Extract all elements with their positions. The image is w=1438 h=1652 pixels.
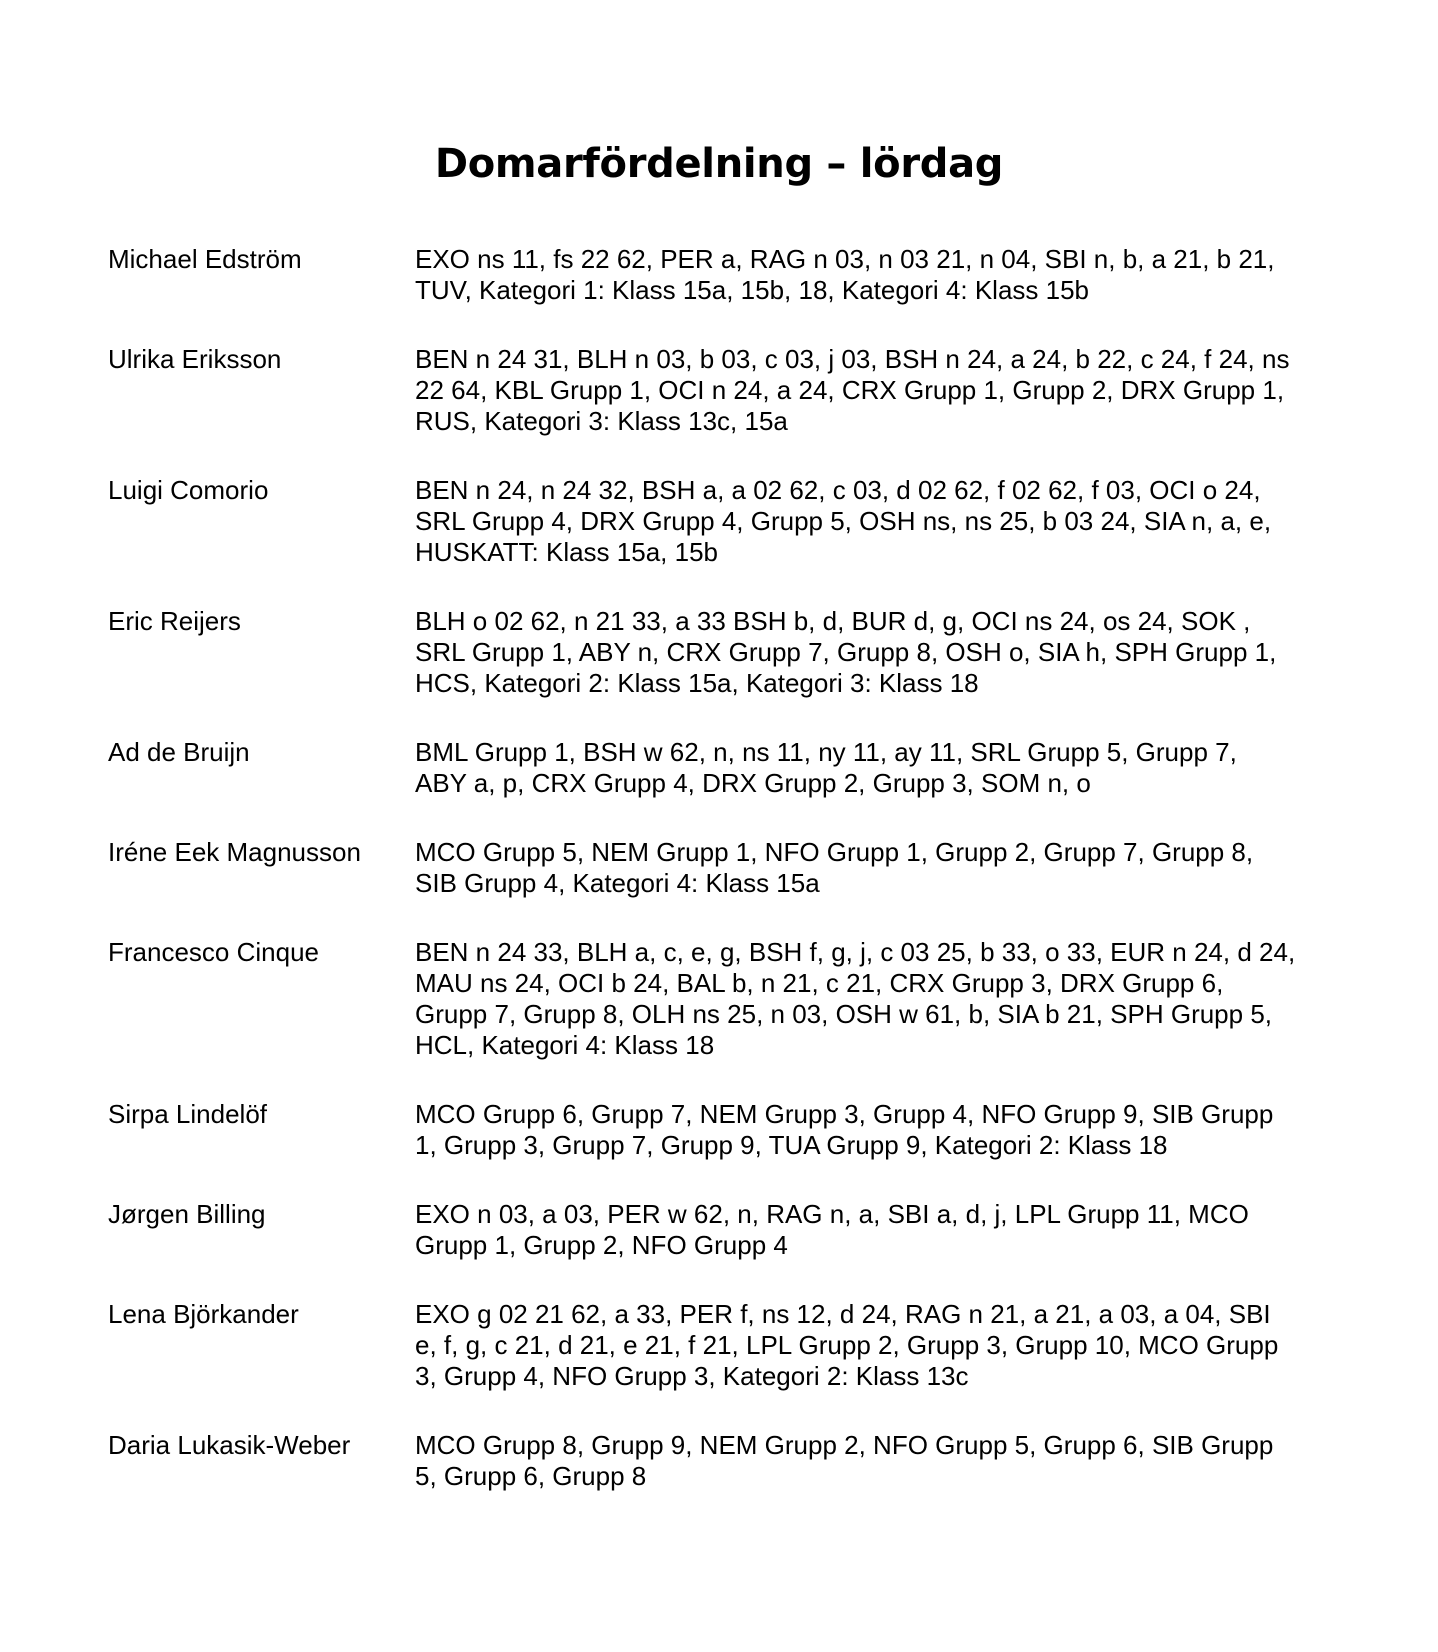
assignment-line: SIB Grupp 4, Kategori 4: Klass 15a (415, 868, 820, 898)
assignment-line: RUS, Kategori 3: Klass 13c, 15a (415, 406, 788, 436)
assignment-line: HCL, Kategori 4: Klass 18 (415, 1030, 715, 1060)
judge-assignments (415, 606, 1338, 699)
judge-name: Daria Lukasik-Weber (108, 1430, 351, 1460)
assignment-line: Grupp 1, Grupp 2, NFO Grupp 4 (415, 1230, 788, 1260)
judge-name: Lena Björkander (108, 1299, 299, 1329)
judge-row (108, 244, 1338, 306)
assignment-line: MAU ns 24, OCI b 24, BAL b, n 21, c 21, CRX Grupp 3, DRX Grupp 6, (415, 968, 1224, 998)
assignment-line: SRL Grupp 1, ABY n, CRX Grupp 7, Grupp 8, OSH o, SIA h, SPH Grupp 1, (415, 637, 1277, 667)
assignment-line: 22 64, KBL Grupp 1, OCI n 24, a 24, CRX Grupp 1, Grupp 2, DRX Grupp 1, (415, 375, 1285, 405)
judge-assignments (415, 1430, 1338, 1492)
judge-row (108, 475, 1338, 568)
judge-row (108, 606, 1338, 699)
judge-assignments (415, 244, 1338, 306)
judge-list (108, 244, 1338, 1530)
judge-assignments (415, 837, 1338, 899)
judge-name: Ad de Bruijn (108, 737, 250, 767)
assignment-line: EXO ns 11, fs 22 62, PER a, RAG n 03, n 03 21, n 04, SBI n, b, a 21, b 21, (415, 244, 1275, 274)
judge-name: Luigi Comorio (108, 475, 269, 505)
judge-row (108, 1099, 1338, 1161)
judge-name: Francesco Cinque (108, 937, 319, 967)
judge-row (108, 737, 1338, 799)
assignment-line: MCO Grupp 6, Grupp 7, NEM Grupp 3, Grupp 4, NFO Grupp 9, SIB Grupp (415, 1099, 1274, 1129)
judge-assignments (415, 737, 1338, 799)
judge-assignments (415, 1299, 1338, 1392)
assignment-line: e, f, g, c 21, d 21, e 21, f 21, LPL Grupp 2, Grupp 3, Grupp 10, MCO Grupp (415, 1330, 1279, 1360)
assignment-line: TUV, Kategori 1: Klass 15a, 15b, 18, Kategori 4: Klass 15b (415, 275, 1090, 305)
judge-assignments (415, 344, 1338, 437)
judge-name: Jørgen Billing (108, 1199, 266, 1229)
judge-row (108, 1299, 1338, 1392)
assignment-line: MCO Grupp 5, NEM Grupp 1, NFO Grupp 1, Grupp 2, Grupp 7, Grupp 8, (415, 837, 1254, 867)
assignment-line: 1, Grupp 3, Grupp 7, Grupp 9, TUA Grupp 9, Kategori 2: Klass 18 (415, 1130, 1168, 1160)
assignment-line: SRL Grupp 4, DRX Grupp 4, Grupp 5, OSH ns, ns 25, b 03 24, SIA n, a, e, (415, 506, 1272, 536)
assignment-line: BML Grupp 1, BSH w 62, n, ns 11, ny 11, ay 11, SRL Grupp 5, Grupp 7, (415, 737, 1237, 767)
judge-assignments (415, 1199, 1338, 1261)
judge-assignments (415, 475, 1338, 568)
judge-name: Eric Reijers (108, 606, 241, 636)
judge-row (108, 937, 1338, 1061)
judge-name: Sirpa Lindelöf (108, 1099, 267, 1129)
assignment-line: HUSKATT: Klass 15a, 15b (415, 537, 718, 567)
assignment-line: Grupp 7, Grupp 8, OLH ns 25, n 03, OSH w 61, b, SIA b 21, SPH Grupp 5, (415, 999, 1273, 1029)
judge-row (108, 837, 1338, 899)
judge-assignments (415, 937, 1338, 1061)
assignment-line: 5, Grupp 6, Grupp 8 (415, 1461, 647, 1491)
judge-row (108, 1430, 1338, 1492)
assignment-line: BEN n 24, n 24 32, BSH a, a 02 62, c 03, d 02 62, f 02 62, f 03, OCI o 24, (415, 475, 1261, 505)
assignment-line: EXO g 02 21 62, a 33, PER f, ns 12, d 24, RAG n 21, a 21, a 03, a 04, SBI (415, 1299, 1271, 1329)
judge-name: Iréne Eek Magnusson (108, 837, 361, 867)
assignment-line: 3, Grupp 4, NFO Grupp 3, Kategori 2: Klass 13c (415, 1361, 969, 1391)
assignment-line: MCO Grupp 8, Grupp 9, NEM Grupp 2, NFO Grupp 5, Grupp 6, SIB Grupp (415, 1430, 1274, 1460)
judge-assignments (415, 1099, 1338, 1161)
assignment-line: HCS, Kategori 2: Klass 15a, Kategori 3: Klass 18 (415, 668, 979, 698)
assignment-line: BLH o 02 62, n 21 33, a 33 BSH b, d, BUR d, g, OCI ns 24, os 24, SOK , (415, 606, 1251, 636)
page-title: Domarfördelning – lördag (434, 141, 1004, 187)
judge-row (108, 344, 1338, 437)
assignment-line: BEN n 24 33, BLH a, c, e, g, BSH f, g, j, c 03 25, b 33, o 33, EUR n 24, d 24, (415, 937, 1296, 967)
judge-row (108, 1199, 1338, 1261)
judge-name: Ulrika Eriksson (108, 344, 282, 374)
assignment-line: ABY a, p, CRX Grupp 4, DRX Grupp 2, Grupp 3, SOM n, o (415, 768, 1091, 798)
assignment-line: EXO n 03, a 03, PER w 62, n, RAG n, a, SBI a, d, j, LPL Grupp 11, MCO (415, 1199, 1249, 1229)
judge-name: Michael Edström (108, 244, 302, 274)
assignment-line: BEN n 24 31, BLH n 03, b 03, c 03, j 03, BSH n 24, a 24, b 22, c 24, f 24, ns (415, 344, 1290, 374)
